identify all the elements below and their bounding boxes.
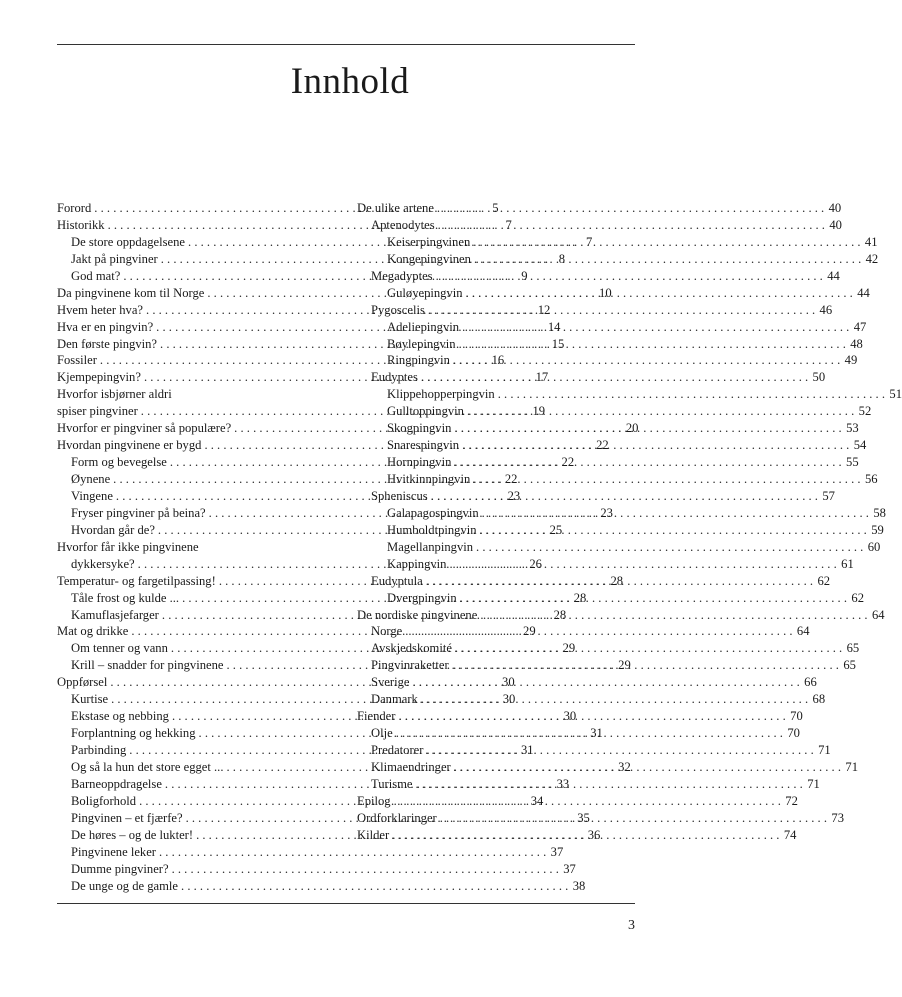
toc-entry-label: Pingvinene leker	[71, 844, 156, 859]
toc-entry-page: 7	[585, 234, 593, 249]
toc-entry-label: De nordiske pingvinene	[357, 607, 478, 622]
toc-entry-page: 61	[841, 556, 854, 571]
toc-entry-page: 65	[846, 641, 860, 656]
toc-entry-page: 34	[530, 793, 544, 808]
toc-entry-label: Hvordan går de?	[71, 522, 155, 537]
toc-entry-page: 22	[504, 472, 518, 486]
toc-entry-page: 40	[828, 201, 842, 215]
toc-entry-page: 10	[599, 285, 612, 300]
toc-dot-leader	[476, 539, 863, 556]
toc-entry-page: 71	[818, 743, 831, 757]
toc-entry-page: 55	[846, 455, 859, 470]
toc-dot-leader	[440, 810, 827, 827]
toc-entry	[357, 488, 835, 505]
toc-entry-page: 49	[844, 353, 858, 368]
toc-entry-label: Guløyepingvin	[387, 285, 463, 300]
toc-dot-leader	[460, 590, 847, 607]
toc-entry-label: De høres – og de lukter!	[71, 827, 194, 842]
toc-entry-label: Kurtise	[71, 692, 109, 707]
toc-dot-leader	[467, 403, 854, 420]
toc-entry-page: 26	[529, 556, 542, 571]
toc-dot-leader	[416, 776, 803, 793]
toc-entry-page: 65	[843, 658, 856, 673]
toc-entry-label: Olje	[371, 726, 393, 741]
toc-entry	[357, 234, 878, 251]
page-number: 3	[628, 918, 635, 933]
toc-dot-leader	[437, 200, 824, 217]
toc-entry-page: 42	[865, 251, 879, 266]
toc-entry-page: 60	[867, 539, 881, 554]
toc-entry	[357, 251, 879, 268]
toc-entry-page: 29	[618, 658, 631, 673]
toc-entry	[357, 420, 859, 437]
toc-entry-page: 36	[587, 827, 601, 842]
toc-entry-label: Humboldtpingvin	[387, 522, 477, 537]
toc-entry-page: 17	[535, 370, 549, 385]
toc-dot-leader	[436, 268, 823, 285]
toc-dot-leader	[454, 759, 841, 776]
toc-entry	[357, 827, 797, 844]
toc-entry-page: 29	[523, 624, 536, 639]
toc-entry-page: 12	[537, 302, 551, 317]
toc-dot-leader	[462, 319, 849, 336]
toc-dot-leader	[181, 878, 568, 895]
toc-entry	[357, 539, 881, 556]
toc-entry	[357, 759, 858, 776]
toc-entry-label: dykkersyke?	[71, 556, 135, 571]
toc-dot-leader	[172, 861, 559, 878]
toc-entry-label: Hvem heter hva?	[57, 302, 144, 317]
toc-dot-leader	[159, 844, 546, 861]
toc-entry-label: Turisme	[371, 776, 413, 791]
toc-entry-label: Oppførsel	[57, 675, 108, 690]
toc-entry-label: Fossiler	[57, 353, 97, 368]
toc-entry	[357, 403, 872, 420]
toc-entry-label: Pygoscelis	[371, 302, 425, 317]
toc-entry-page: 72	[785, 793, 798, 808]
toc-entry-page: 58	[873, 505, 886, 520]
toc-entry-label: Dumme pingviner?	[71, 861, 169, 876]
toc-entry-label: Eudyptula	[371, 573, 423, 588]
toc-entry-label: Forplantning og hekking	[71, 726, 196, 741]
toc-entry	[357, 386, 902, 403]
toc-entry-page: 15	[551, 336, 565, 351]
toc-dot-leader	[426, 742, 813, 759]
toc-entry	[357, 725, 800, 742]
toc-entry	[57, 539, 332, 556]
toc-entry-label: Fryser pingviner på beina?	[71, 505, 206, 520]
toc-entry	[57, 844, 564, 861]
toc-entry	[357, 657, 856, 674]
toc-entry-label: Kjempepingvin?	[57, 370, 141, 385]
toc-entry-label: Hvorfor er pingviner så populære?	[57, 421, 232, 436]
toc-entry-page: 31	[590, 726, 603, 741]
toc-entry	[357, 200, 842, 217]
toc-entry-page: 41	[864, 234, 878, 249]
toc-entry-page: 5	[492, 201, 499, 215]
toc-entry-label: Hva er en pingvin?	[57, 319, 154, 334]
toc-entry	[357, 454, 859, 471]
toc-entry-label: Snarespingvin	[387, 438, 460, 453]
toc-entry	[357, 623, 810, 640]
toc-entry	[357, 302, 833, 319]
toc-entry	[357, 674, 817, 691]
toc-entry-page: 19	[532, 404, 546, 419]
toc-entry-page: 64	[871, 607, 885, 622]
toc-dot-leader	[480, 522, 867, 539]
toc-entry	[357, 319, 867, 336]
toc-entry-page: 59	[871, 522, 884, 537]
toc-entry-label: Krill – snadder for pingvinene	[71, 658, 224, 673]
toc-dot-leader	[466, 285, 853, 302]
toc-entry-page: 28	[610, 573, 624, 588]
toc-dot-leader	[412, 674, 799, 691]
toc-entry-page: 46	[819, 302, 833, 317]
toc-entry	[357, 573, 831, 590]
toc-entry	[357, 522, 884, 539]
toc-entry-label: spiser pingviner	[57, 404, 138, 419]
toc-entry-label: Klimaendringer	[371, 759, 451, 774]
toc-entry-label: Kamuflasjefarger	[71, 607, 159, 622]
toc-dot-leader	[459, 336, 846, 353]
toc-entry-label: De unge og de gamle	[71, 878, 179, 893]
toc-entry-label: Aptenodytes	[371, 217, 435, 232]
toc-entry-page: 28	[553, 607, 567, 622]
toc-entry-label: Ringpingvin	[387, 353, 450, 368]
toc-entry-label: Spheniscus	[371, 488, 428, 503]
toc-entry-label: Jakt på pingviner	[71, 251, 158, 266]
toc-entry	[357, 471, 878, 488]
toc-entry-label: Kongepingvinen	[387, 251, 471, 266]
toc-entry-label: Magellanpingvin	[387, 539, 474, 554]
toc-dot-leader	[421, 691, 808, 708]
toc-dot-leader	[454, 454, 841, 471]
toc-entry	[357, 691, 826, 708]
toc-entry-page: 71	[807, 776, 820, 791]
toc-entry-page: 30	[502, 692, 516, 707]
toc-entry-label: Parbinding	[71, 743, 127, 757]
toc-entry-page: 22	[596, 438, 609, 453]
toc-entry-page: 31	[520, 743, 534, 757]
toc-entry-page: 7	[505, 217, 512, 232]
toc-entry-label: Boligforhold	[71, 793, 137, 808]
toc-entry-page: 56	[864, 472, 878, 486]
toc-entry-label: Skogpingvin	[387, 421, 452, 436]
toc-entry-label: Og så la hun det store egget ...	[71, 759, 224, 774]
toc-entry-page: 44	[857, 285, 870, 300]
toc-entry-page: 35	[577, 810, 590, 825]
toc-entry-page: 71	[845, 759, 858, 774]
toc-entry-label: Danmark	[371, 692, 418, 707]
toc-dot-leader	[392, 827, 779, 844]
toc-dot-leader	[449, 556, 836, 573]
toc-entry-page: 20	[625, 421, 639, 436]
toc-entry-label: Avskjedskomité	[371, 641, 452, 656]
toc-entry-label: Pingvinen – et fjærfe?	[71, 810, 183, 825]
toc-dot-leader	[421, 369, 808, 386]
toc-dot-leader	[455, 640, 842, 657]
toc-entry-label: Da pingvinene kom til Norge	[57, 285, 205, 300]
toc-right-column	[357, 200, 902, 844]
toc-entry-page: 29	[562, 641, 576, 656]
toc-entry-label: Megadyptes	[371, 268, 433, 283]
toc-dot-leader	[473, 234, 860, 251]
toc-entry-page: 37	[550, 844, 564, 859]
toc-entry-page: 23	[600, 505, 613, 520]
toc-entry-label: Ordforklaringer	[357, 810, 437, 825]
toc-entry	[57, 878, 586, 895]
toc-entry-page: 74	[783, 827, 797, 842]
toc-entry-page: 73	[831, 810, 844, 825]
toc-dot-leader	[454, 420, 841, 437]
toc-dot-leader	[396, 725, 783, 742]
toc-entry-label: Form og bevegelse	[71, 455, 167, 470]
toc-dot-leader	[473, 471, 860, 488]
toc-dot-leader	[462, 437, 849, 454]
toc-entry-label: Vingene	[71, 488, 113, 503]
toc-entry-label: Adeliepingvin	[387, 319, 460, 334]
toc-entry-page: 68	[812, 692, 826, 707]
toc-entry-label: Forord	[57, 201, 92, 215]
toc-entry-page: 38	[572, 878, 586, 893]
toc-entry	[357, 437, 867, 454]
toc-entry-page: 33	[556, 776, 570, 791]
toc-entry-label: Om tenner og vann	[71, 641, 168, 656]
toc-entry-label: Norge	[371, 624, 403, 639]
toc-dot-leader	[428, 302, 815, 319]
toc-entry-label: Hvorfor isbjørner aldri	[57, 387, 172, 402]
toc-entry-page: 51	[889, 387, 902, 402]
toc-entry-label: Temperatur- og fargetilpassing!	[57, 573, 216, 588]
toc-entry-label: Eudyptes	[371, 370, 418, 385]
toc-entry	[57, 386, 332, 403]
toc-entry	[357, 369, 826, 386]
toc-entry-page: 50	[812, 370, 826, 385]
toc-entry-page: 47	[853, 319, 867, 334]
toc-entry	[357, 285, 870, 302]
toc-entry-page: 52	[858, 404, 872, 419]
toc-entry-label: Ekstase og nebbing	[71, 709, 169, 724]
toc-entry-label: Kilder	[357, 827, 390, 842]
toc-entry-page: 53	[846, 421, 859, 436]
toc-entry-page: 23	[507, 488, 521, 503]
toc-entry-label: God mat?	[71, 268, 121, 283]
toc-entry-label: Barneoppdragelse	[71, 776, 162, 791]
toc-dot-leader	[453, 352, 840, 369]
toc-entry	[357, 607, 885, 624]
toc-entry-page: 54	[853, 438, 867, 453]
toc-entry	[357, 590, 864, 607]
toc-entry-page: 32	[618, 759, 631, 774]
toc-entry-label: Predatorer	[371, 743, 424, 757]
toc-entry-label: Øynene	[71, 472, 111, 486]
toc-entry	[357, 217, 842, 234]
toc-entry-label: Hvorfor får ikke pingvinene	[57, 539, 199, 554]
toc-entry-label: Sverige	[371, 675, 410, 690]
toc-entry-page: 48	[850, 336, 863, 351]
toc-entry-page: 70	[787, 726, 800, 741]
toc-entry-label: Tåle frost og kulde ...	[71, 590, 180, 605]
toc-entry-page: 40	[829, 217, 842, 232]
toc-dot-leader	[394, 793, 781, 810]
toc-entry-label: Dvergpingvin	[387, 590, 457, 605]
toc-entry-label: Mat og drikke	[57, 624, 129, 639]
toc-entry-page: 14	[547, 319, 561, 334]
toc-entry	[357, 352, 858, 369]
toc-entry-label: Historikk	[57, 217, 105, 232]
toc-entry	[357, 505, 886, 522]
toc-entry-page: 16	[491, 353, 505, 368]
toc-entry-label: Kappingvin	[387, 556, 447, 571]
toc-entry-page: 62	[817, 573, 831, 588]
toc-entry	[57, 861, 576, 878]
toc-entry	[357, 336, 863, 353]
toc-entry-label: Bøylepingvin	[387, 336, 456, 351]
toc-entry-label: Hornpingvin	[387, 455, 452, 470]
toc-entry-page: 28	[573, 590, 587, 605]
toc-entry-page: 57	[822, 488, 835, 503]
toc-entry	[357, 793, 798, 810]
toc-entry-label: De ulike artene	[357, 201, 434, 215]
toc-entry-page: 44	[827, 268, 840, 283]
toc-entry-label: Keiserpingvinen	[387, 234, 471, 249]
toc-entry-page: 37	[563, 861, 576, 876]
toc-entry-page: 66	[804, 675, 817, 690]
toc-dot-leader	[431, 488, 818, 505]
toc-entry	[357, 776, 820, 793]
toc-entry	[357, 640, 860, 657]
toc-entry-page: 30	[563, 709, 577, 724]
toc-dot-leader	[452, 657, 839, 674]
toc-entry	[357, 268, 840, 285]
toc-dot-leader	[480, 607, 867, 624]
toc-entry	[357, 742, 831, 759]
toc-entry-label: Pingvinraketter	[371, 658, 449, 673]
toc-entry-page: 30	[502, 675, 515, 690]
toc-entry-page: 25	[549, 522, 563, 537]
toc-entry	[357, 810, 844, 827]
toc-entry-label: Galapagospingvin	[387, 505, 479, 520]
toc-dot-leader	[405, 623, 792, 640]
toc-dot-leader	[482, 505, 869, 522]
toc-entry-label: Fiender	[357, 709, 396, 724]
toc-entry-label: Hvordan pingvinene er bygd	[57, 438, 202, 453]
toc-entry-page: 8	[558, 251, 566, 266]
toc-dot-leader	[398, 708, 785, 725]
toc-entry-label: Gulltoppingvin	[387, 404, 464, 419]
top-rule	[57, 44, 635, 45]
toc-dot-leader	[426, 573, 813, 590]
toc-entry	[357, 556, 854, 573]
toc-entry-page: 9	[521, 268, 528, 283]
toc-entry	[357, 708, 803, 725]
toc-entry-page: 64	[796, 624, 810, 639]
toc-dot-leader	[498, 386, 885, 403]
toc-entry-page: 62	[851, 590, 864, 605]
toc-dot-leader	[474, 251, 861, 268]
toc-entry-label: De store oppdagelsene	[71, 234, 186, 249]
toc-entry-label: Epilog	[357, 793, 391, 808]
toc-entry-page: 70	[790, 709, 803, 724]
toc-entry-page: 22	[561, 455, 575, 470]
bottom-rule	[57, 903, 635, 904]
page-title: Innhold	[290, 61, 410, 102]
toc-entry-label: Hvitkinnpingvin	[387, 472, 471, 486]
toc-entry-label: Den første pingvin?	[57, 336, 158, 351]
toc-entry-label: Klippehopperpingvin	[387, 387, 495, 402]
toc-dot-leader	[438, 217, 825, 234]
